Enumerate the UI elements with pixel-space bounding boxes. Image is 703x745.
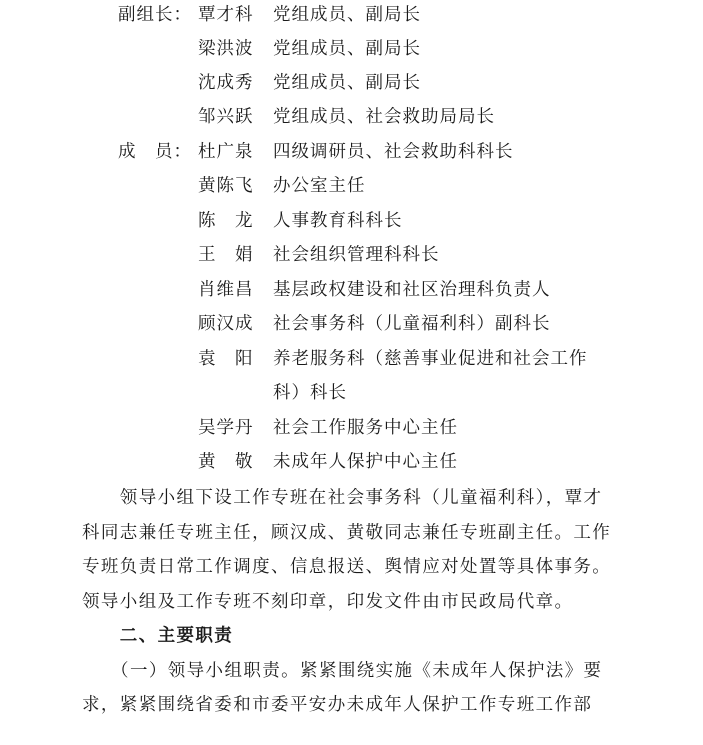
member-name: 肖维昌 xyxy=(198,280,254,300)
member-name: 袁 阳 xyxy=(198,349,254,369)
member-title: 人事教育科科长 xyxy=(273,211,403,231)
member-title: 未成年人保护中心主任 xyxy=(273,452,458,472)
member-title: 社会事务科（儿童福利科）副科长 xyxy=(273,314,551,334)
member-title: 党组成员、社会救助局局长 xyxy=(273,107,495,127)
paragraph-line: 科同志兼任专班主任，顾汉成、黄敬同志兼任专班副主任。工作 xyxy=(82,523,612,543)
member-title: 养老服务科（慈善事业促进和社会工作 xyxy=(273,349,588,369)
member-title: 社会组织管理科科长 xyxy=(273,245,440,265)
member-title: 科）科长 xyxy=(273,383,347,403)
member-name: 黄陈飞 xyxy=(198,176,254,196)
member-name: 王 娟 xyxy=(198,245,254,265)
member-title: 基层政权建设和社区治理科负责人 xyxy=(273,280,551,300)
paragraph-line: 专班负责日常工作调度、信息报送、舆情应对处置等具体事务。 xyxy=(82,557,612,577)
member-title: 办公室主任 xyxy=(273,176,366,196)
paragraph-line: （一）领导小组职责。紧紧围绕实施《未成年人保护法》要 xyxy=(82,661,603,681)
member-title: 党组成员、副局长 xyxy=(273,39,421,59)
member-name: 陈 龙 xyxy=(198,211,254,231)
member-name: 顾汉成 xyxy=(198,314,254,334)
member-name: 梁洪波 xyxy=(198,39,254,59)
paragraph-line: 求，紧紧围绕省委和市委平安办未成年人保护工作专班工作部 xyxy=(82,695,593,715)
member-name: 沈成秀 xyxy=(198,73,254,93)
member-title: 四级调研员、社会救助科科长 xyxy=(273,142,514,162)
member-title: 党组成员、副局长 xyxy=(273,73,421,93)
member-name: 覃才科 xyxy=(198,5,254,25)
member-name: 吴学丹 xyxy=(198,418,254,438)
member-title: 社会工作服务中心主任 xyxy=(273,418,458,438)
paragraph-line: 领导小组下设工作专班在社会事务科（儿童福利科），覃才 xyxy=(82,488,603,508)
paragraph-line: 领导小组及工作专班不刻印章，印发文件由市民政局代章。 xyxy=(82,592,574,612)
member-name: 邹兴跃 xyxy=(198,107,254,127)
member-role: 副组长： xyxy=(118,5,192,25)
member-title: 党组成员、副局长 xyxy=(273,5,421,25)
member-name: 杜广泉 xyxy=(198,142,254,162)
member-name: 黄 敬 xyxy=(198,452,254,472)
member-role: 成 员： xyxy=(118,142,192,162)
section-heading: 二、主要职责 xyxy=(82,626,234,646)
